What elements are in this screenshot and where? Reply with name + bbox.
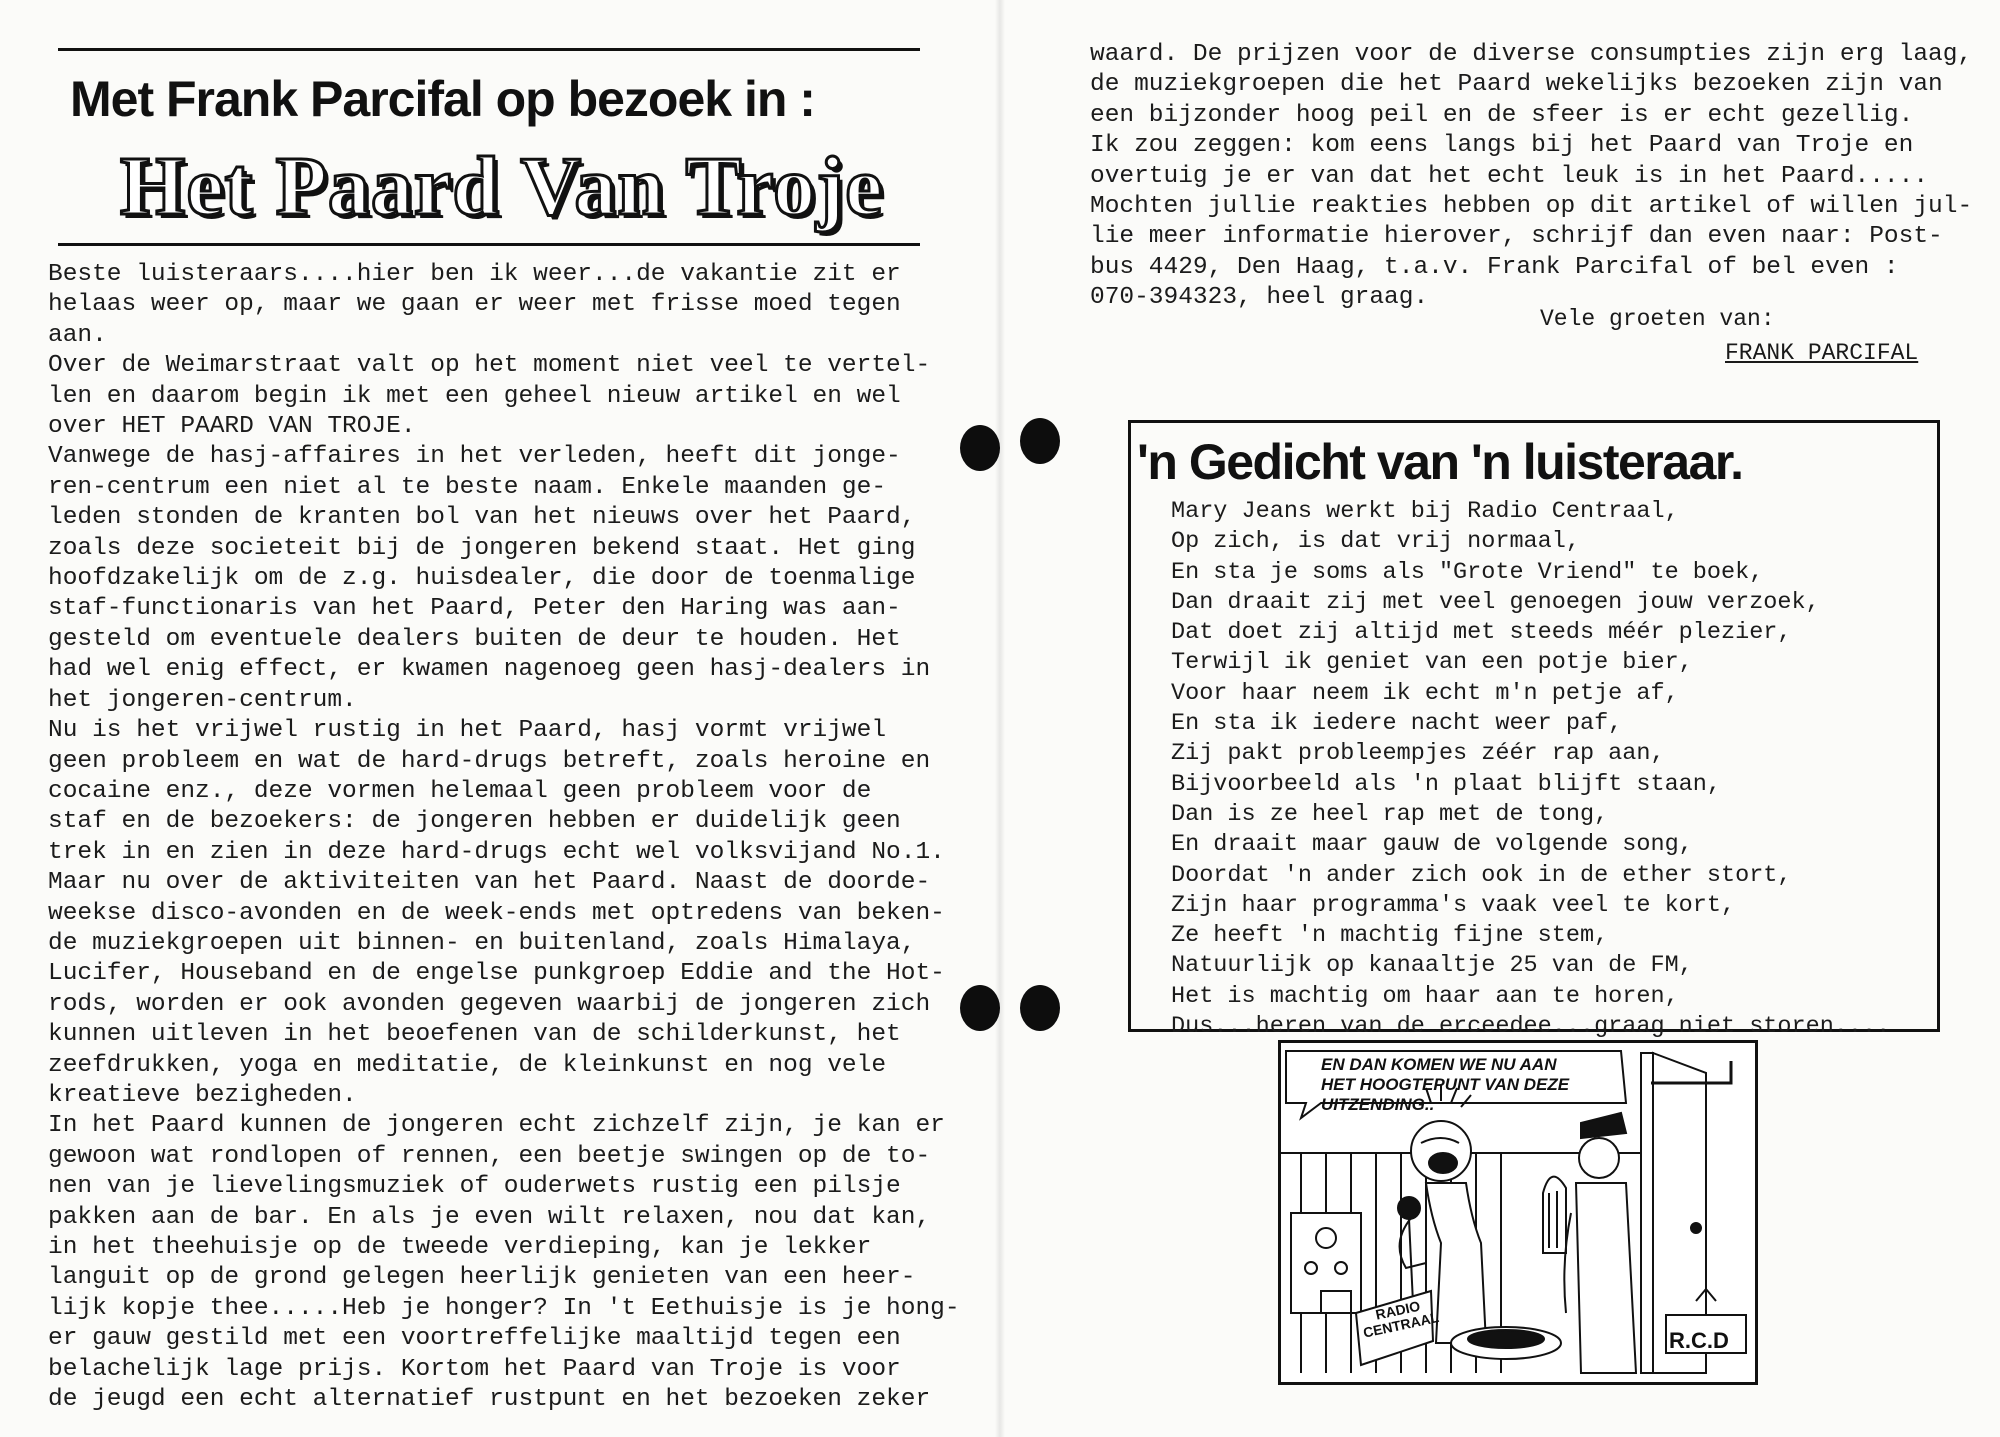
punch-hole [1020, 985, 1060, 1031]
punch-hole [960, 425, 1000, 471]
headline-line-1: Met Frank Parcifal op bezoek in : [70, 71, 815, 127]
article-continued: waard. De prijzen voor de diverse consumpties zijn erg laag, de muziekgroepen die het Paard wekelijks bezoeken zijn van een bijzonder hoog peil en de sfeer is er echt gezellig. Ik zou zeggen: kom eens langs bij het Paard van Troje en overtuig je er van dat het echt leuk is in het Paard..... Mochten jullie reakties hebben op dit artikel of willen jul- lie meer informatie hierover, schrijf dan even naar: Post- bus 4429, Den Haag, t.a.v. Frank Parcifal of bel even : 070-394323, heel graag. [1090, 41, 1973, 312]
signature: FRANK PARCIFAL [1725, 340, 1919, 366]
right-page [1000, 0, 2000, 1437]
radio-centraal-label: RADIO CENTRAAL [1361, 1297, 1441, 1341]
bottom-rule [58, 243, 920, 246]
punch-hole [960, 985, 1000, 1031]
poem-text: Mary Jeans werkt bij Radio Centraal, Op zich, is dat vrij normaal, En sta je soms als "Grote Vriend" te boek, Dan draait zij met veel genoegen jouw verzoek, Dat doet zij altijd met steeds méér plezier, Terwijl ik geniet van een potje bier, Voor haar neem ik echt m'n petje af, En sta ik iedere nacht weer paf, Zij pakt probleempjes zéér rap aan, Bijvoorbeeld als 'n plaat blijft staan, Dan is ze heel rap met de tong, En draait maar gauw de volgende song, Doordat 'n ander zich ook in de ether stort, Zijn haar programma's vaak veel te kort, Ze heeft 'n machtig fijne stem, Natuurlijk op kanaaltje 25 van de FM, Het is machtig om haar aan te horen, Dus...heren van de erceedee...graag niet storen.... [1171, 498, 1891, 1041]
top-rule [58, 48, 920, 51]
greeting: Vele groeten van: [1540, 306, 1775, 332]
rcd-sign: R.C.D [1669, 1328, 1729, 1353]
headline-line-2: Het Paard Van Troje [120, 140, 884, 233]
poem-title: 'n Gedicht van 'n luisteraar. [1137, 434, 1743, 490]
poem-box [1128, 420, 1940, 1041]
article-body: Beste luisteraars....hier ben ik weer...de vakantie zit er helaas weer op, maar we gaan er weer met frisse moed tegen aan. Over de Weimarstraat valt op het moment niet veel te vertel- len en daarom begin ik met een geheel nieuw artikel en wel over HET PAARD VAN TROJE. Vanwege de hasj-affaires in het verleden, heeft dit jonge- ren-centrum een niet al te beste naam. Enkele maanden ge- leden stonden de kranten bol van het nieuws over het Paard, zoals deze societeit bij de jongeren bekend staat. Het ging hoofdzakelijk om de z.g. huisdealer, die door de toenmalige staf-functionaris van het Paard, Peter den Haring was aan- gesteld om eventuele dealers buiten de deur te houden. Het had wel enig effect, er kwamen nagenoeg geen hasj-dealers in het jongeren-centrum. Nu is het vrijwel rustig in het Paard, hasj vormt vrijwel geen probleem en wat de hard-drugs betreft, zoals heroine en cocaine enz., deze vormen helemaal geen probleem voor de staf en de bezoekers: de jongeren hebben er duidelijk geen trek in en zien in deze hard-drugs echt wel volksvijand No.1. Maar nu over de aktiviteiten van het Paard. Naast de doorde- weekse disco-avonden en de week-ends met optredens van beken- de muziekgroepen uit binnen- en buitenland, zoals Himalaya, Lucifer, Houseband en de engelse punkgroep Eddie and the Hot- rods, worden er ook avonden gegeven waarbij de jongeren zich kunnen uitleven in het beoefenen van de schilderkunst, het zeefdrukken, yoga en meditatie, de kleinkunst en nog vele kreatieve bezigheden. In het Paard kunnen de jongeren echt zichzelf zijn, je kan er gewoon wat rondlopen of rennen, een beetje swingen op de to- nen van je lievelingsmuziek of ouderwets rustig een pilsje pakken aan de bar. En als je even wilt relaxen, nou dat kan, in het theehuisje op de tweede verdieping, kan je lekker languit op de grond gelegen heerlijk genieten van een heer- lijk kopje thee.....Heb je honger? In 't Eethuisje is je hong- er gauw gestild met een voortreffelijke maaltijd tegen een belachelijk lage prijs. Kortom het Paard van Troje is voor de jeugd een echt alternatief rustpunt en het bezoeken zeker [48, 261, 960, 1414]
punch-hole [1020, 418, 1060, 464]
speech-bubble-text: EN DAN KOMEN WE NU AAN HET HOOGTEPUNT VAN DEZE UITZENDING.. [1321, 1055, 1570, 1114]
cartoon-illustration [1278, 1040, 1758, 1385]
